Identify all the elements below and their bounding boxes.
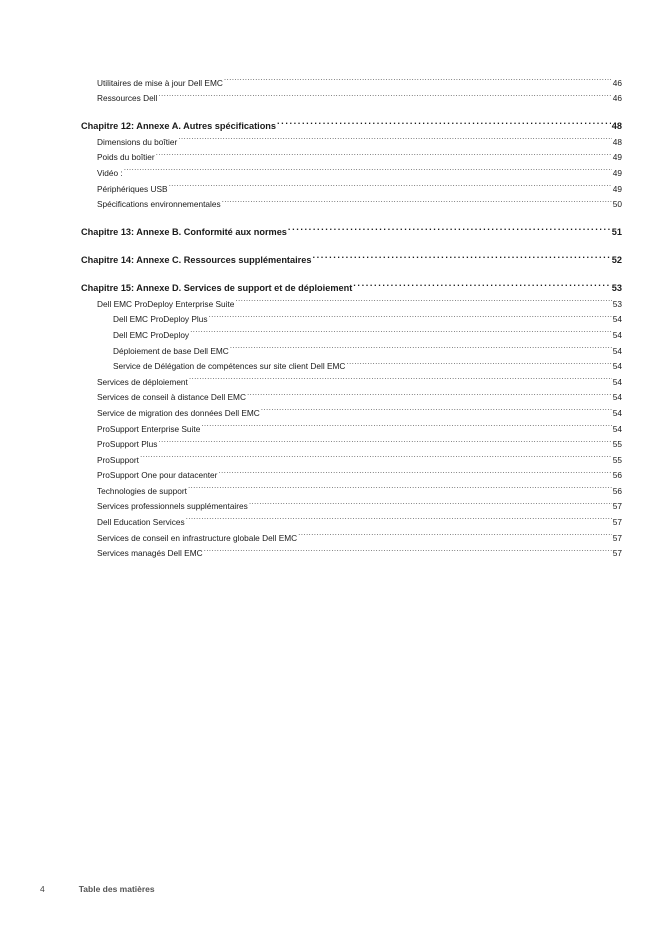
toc-entry-title: Services de conseil à distance Dell EMC bbox=[97, 392, 246, 403]
toc-entry-title: Ressources Dell bbox=[97, 93, 158, 104]
toc-entry-title: ProSupport Enterprise Suite bbox=[97, 423, 201, 434]
toc-entry-page: 54 bbox=[612, 423, 622, 434]
footer-page-number: 4 bbox=[40, 884, 45, 894]
chapter-page: 52 bbox=[611, 255, 622, 266]
chapter-page: 48 bbox=[611, 121, 622, 132]
toc-entry-page: 53 bbox=[612, 298, 622, 309]
toc-entry-page: 48 bbox=[612, 136, 622, 147]
toc-entry-title: Dell EMC ProDeploy bbox=[113, 329, 190, 340]
toc-entry-page: 56 bbox=[612, 470, 622, 481]
toc-entry[interactable] bbox=[81, 70, 622, 86]
toc-entry-page: 56 bbox=[612, 485, 622, 496]
toc-entry-title: Utilitaires de mise à jour Dell EMC bbox=[97, 77, 223, 88]
toc-entry[interactable] bbox=[81, 160, 622, 176]
toc-entry-page: 54 bbox=[612, 376, 622, 387]
toc-entry-page: 54 bbox=[612, 407, 622, 418]
toc-entry-title: Dell EMC ProDeploy Plus bbox=[113, 314, 208, 325]
toc-entry[interactable] bbox=[81, 86, 622, 102]
chapter-title: Chapitre 13: Annexe B. Conformité aux normes bbox=[81, 227, 287, 238]
toc-entry[interactable] bbox=[81, 447, 622, 463]
toc-entry-page: 46 bbox=[612, 93, 622, 104]
toc-entry-page: 54 bbox=[612, 392, 622, 403]
toc-entry-page: 54 bbox=[612, 314, 622, 325]
table-of-contents bbox=[81, 70, 622, 559]
toc-entry[interactable] bbox=[81, 432, 622, 448]
toc-entry-page: 55 bbox=[612, 454, 622, 465]
toc-entry-page: 57 bbox=[612, 532, 622, 543]
toc-entry-page: 46 bbox=[612, 77, 622, 88]
footer-label: Table des matières bbox=[78, 884, 155, 894]
toc-entry-title: Poids du boîtier bbox=[97, 152, 155, 163]
toc-entry-title: Technologies de support bbox=[97, 485, 187, 496]
toc-entry-title: Vidéo : bbox=[97, 167, 123, 178]
toc-entry-title: Déploiement de base Dell EMC bbox=[113, 345, 229, 356]
toc-entry-title: Dell EMC ProDeploy Enterprise Suite bbox=[97, 298, 235, 309]
toc-entry-title: Services de conseil en infrastructure globale Dell EMC bbox=[97, 532, 298, 543]
toc-entry[interactable] bbox=[81, 176, 622, 192]
toc-entry-title: ProSupport Plus bbox=[97, 439, 158, 450]
toc-entry-page: 54 bbox=[612, 329, 622, 340]
toc-entry-title: Services managés Dell EMC bbox=[97, 548, 203, 559]
toc-entry-title: Service de Délégation de compétences sur site client Dell EMC bbox=[113, 361, 346, 372]
chapter-title: Chapitre 12: Annexe A. Autres spécifications bbox=[81, 121, 277, 132]
chapter-title: Chapitre 14: Annexe C. Ressources supplémentaires bbox=[81, 255, 312, 266]
toc-entry-page: 49 bbox=[612, 152, 622, 163]
toc-entry-title: Services de déploiement bbox=[97, 376, 188, 387]
toc-entry-page: 55 bbox=[612, 439, 622, 450]
toc-entry-page: 49 bbox=[612, 167, 622, 178]
toc-entry-title: Dell Education Services bbox=[97, 517, 185, 528]
toc-entry-page: 54 bbox=[612, 345, 622, 356]
toc-entry-page: 57 bbox=[612, 517, 622, 528]
toc-chapter-15[interactable] bbox=[81, 275, 622, 294]
toc-entry-page: 54 bbox=[612, 361, 622, 372]
toc-entry-page: 49 bbox=[612, 183, 622, 194]
chapter-page: 53 bbox=[611, 283, 622, 294]
toc-entry-title: Spécifications environnementales bbox=[97, 199, 221, 210]
toc-entry-title: Périphériques USB bbox=[97, 183, 168, 194]
chapter-title: Chapitre 15: Annexe D. Services de support et de déploiement bbox=[81, 283, 353, 294]
toc-chapter-13[interactable] bbox=[81, 219, 622, 238]
toc-entry[interactable] bbox=[81, 463, 622, 479]
toc-entry-title: Services professionnels supplémentaires bbox=[97, 501, 248, 512]
toc-chapter-14[interactable] bbox=[81, 247, 622, 266]
toc-entry-title: ProSupport One pour datacenter bbox=[97, 470, 218, 481]
toc-entry-title: ProSupport bbox=[97, 454, 139, 465]
toc-entry-page: 50 bbox=[612, 199, 622, 210]
page-footer bbox=[40, 884, 155, 894]
toc-entry-page: 57 bbox=[612, 501, 622, 512]
chapter-page: 51 bbox=[611, 227, 622, 238]
toc-entry-page: 57 bbox=[612, 548, 622, 559]
toc-chapter-12[interactable] bbox=[81, 113, 622, 132]
toc-entry-title: Service de migration des données Dell EMC bbox=[97, 407, 260, 418]
toc-entry-title: Dimensions du boîtier bbox=[97, 136, 178, 147]
toc-entry[interactable] bbox=[81, 145, 622, 161]
